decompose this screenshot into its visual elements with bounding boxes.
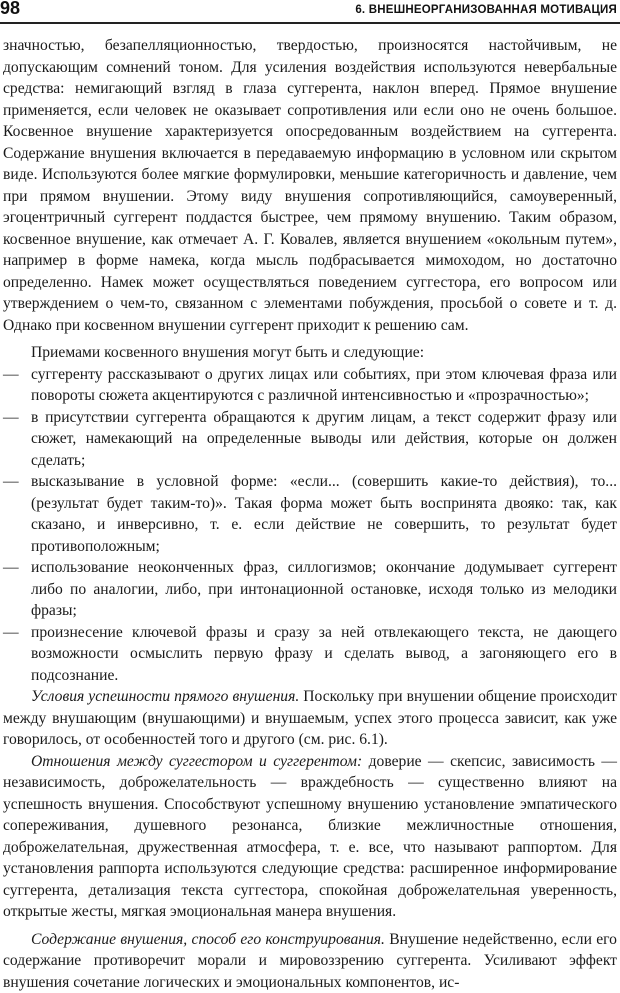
paragraph-relations bbox=[3, 751, 617, 923]
run-in-heading: Содержание внушения, способ его конструирования. bbox=[31, 931, 385, 948]
run-in-heading: Отношения между суггестором и суггерентом: bbox=[31, 753, 362, 770]
list-item bbox=[3, 471, 617, 557]
list-intro-paragraph: Приемами косвенного внушения могут быть и следующие: bbox=[3, 342, 617, 364]
list-dash: — bbox=[3, 557, 19, 579]
techniques-list bbox=[3, 364, 617, 687]
list-dash: — bbox=[3, 471, 19, 493]
paragraph-text: Поскольку при внушении общение происходит между внушающим (внушающими) и внушаемым, успех этого процесса зависит, как уже говорилось, от особенностей того и другого (см. рис. 6.1). bbox=[3, 688, 617, 748]
list-dash: — bbox=[3, 622, 19, 644]
run-in-heading: Условия успешности прямого внушения. bbox=[31, 688, 299, 705]
list-dash: — bbox=[3, 364, 19, 386]
list-item-text: использование неоконченных фраз, силлогизмов; окончание додумывает суггерент либо по аналогии, либо, при интонационной остановке, исходя только из мелодики фразы; bbox=[31, 557, 617, 622]
paragraph-text: доверие — скепсис, зависимость — независимость, доброжелательность — враждебность — существенно влияют на успешность внушения. Способствуют успешному внушению установление эмпатического сопереживания, душевного резонанса, близкие межличностные отношения, доброжелательная, дружественная атмосфера, т. е. все, что называют раппортом. Для установления раппорта используются следующие средства: расширенное информирование суггерента, детализация текста суггестора, спокойная доброжелательная уверенность, открытые жесты, мягкая эмоциональная манера внушения. bbox=[3, 753, 617, 921]
page-number: 98 bbox=[0, 0, 20, 19]
list-item-text: произнесение ключевой фразы и сразу за ней отвлекающего текста, не дающего возможности осмыслить первую фразу и сделать вывод, а загоняющего его в подсознание. bbox=[31, 622, 617, 687]
paragraph-text: Внушение недейственно, если его содержание противоречит морали и мировоззрению суггерента. Усиливают эффект внушения сочетание логических и эмоциональных компонентов, ис- bbox=[3, 931, 617, 991]
chapter-running-head: 6. ВНЕШНЕОРГАНИЗОВАННАЯ МОТИВАЦИЯ bbox=[355, 4, 617, 16]
list-item-text: суггеренту рассказывают о других лицах или событиях, при этом ключевая фраза или повороты сюжета акцентируются с различной интенсивностью и «прозрачностью»; bbox=[31, 364, 617, 407]
list-item bbox=[3, 622, 617, 687]
list-item-text: в присутствии суггерента обращаются к другим лицам, а текст содержит фразу или сюжет, намекающий на определенные выводы или действия, которые он должен сделать; bbox=[31, 407, 617, 472]
paragraph-direct-suggestion-conditions bbox=[3, 686, 617, 751]
list-item-text: высказывание в условной форме: «если... (совершить какие-то действия), то... (результат будет таким-то)». Такая форма может быть воспринята двояко: так, как сказано, и инверсивно, т. е. если действие не совершить, то результат будет противоположным; bbox=[31, 471, 617, 557]
list-item bbox=[3, 407, 617, 472]
list-item bbox=[3, 364, 617, 407]
list-dash: — bbox=[3, 407, 19, 429]
page-header bbox=[0, 0, 620, 24]
paragraph-content bbox=[3, 929, 617, 993]
list-item bbox=[3, 557, 617, 622]
paragraph-continued: значностью, безапелляционностью, твердостью, произносятся настойчивым, не допускающим сомнений тоном. Для усиления воздействия используются невербальные средства: немигающий взгляд в глаза суггерента, наклон вперед. Прямое внушение применяется, если человек не оказывает сопротивления или если оно не очень большое. Косвенное внушение характеризуется опосредованным воздействием на суггерента. Содержание внушения включается в передаваемую информацию в условном или скрытом виде. Используются более мягкие формулировки, меньшие категоричность и давление, чем при прямом внушении. Этому виду внушения сопротивляющийся, самоуверенный, эгоцентричный суггерент поддастся быстрее, чем прямому внушению. Таким образом, косвенное внушение, как отмечает А. Г. Ковалев, является внушением «окольным путем», например в форме намека, когда мысль подбрасывается мимоходом, но достаточно определенно. Намек может осуществляться поведением суггестора, его вопросом или утверждением о чем-то, связанном с элементами побуждения, просьбой о совете и т. д. Однако при косвенном внушении суггерент приходит к решению сам. bbox=[3, 35, 617, 336]
page-body bbox=[3, 35, 617, 993]
